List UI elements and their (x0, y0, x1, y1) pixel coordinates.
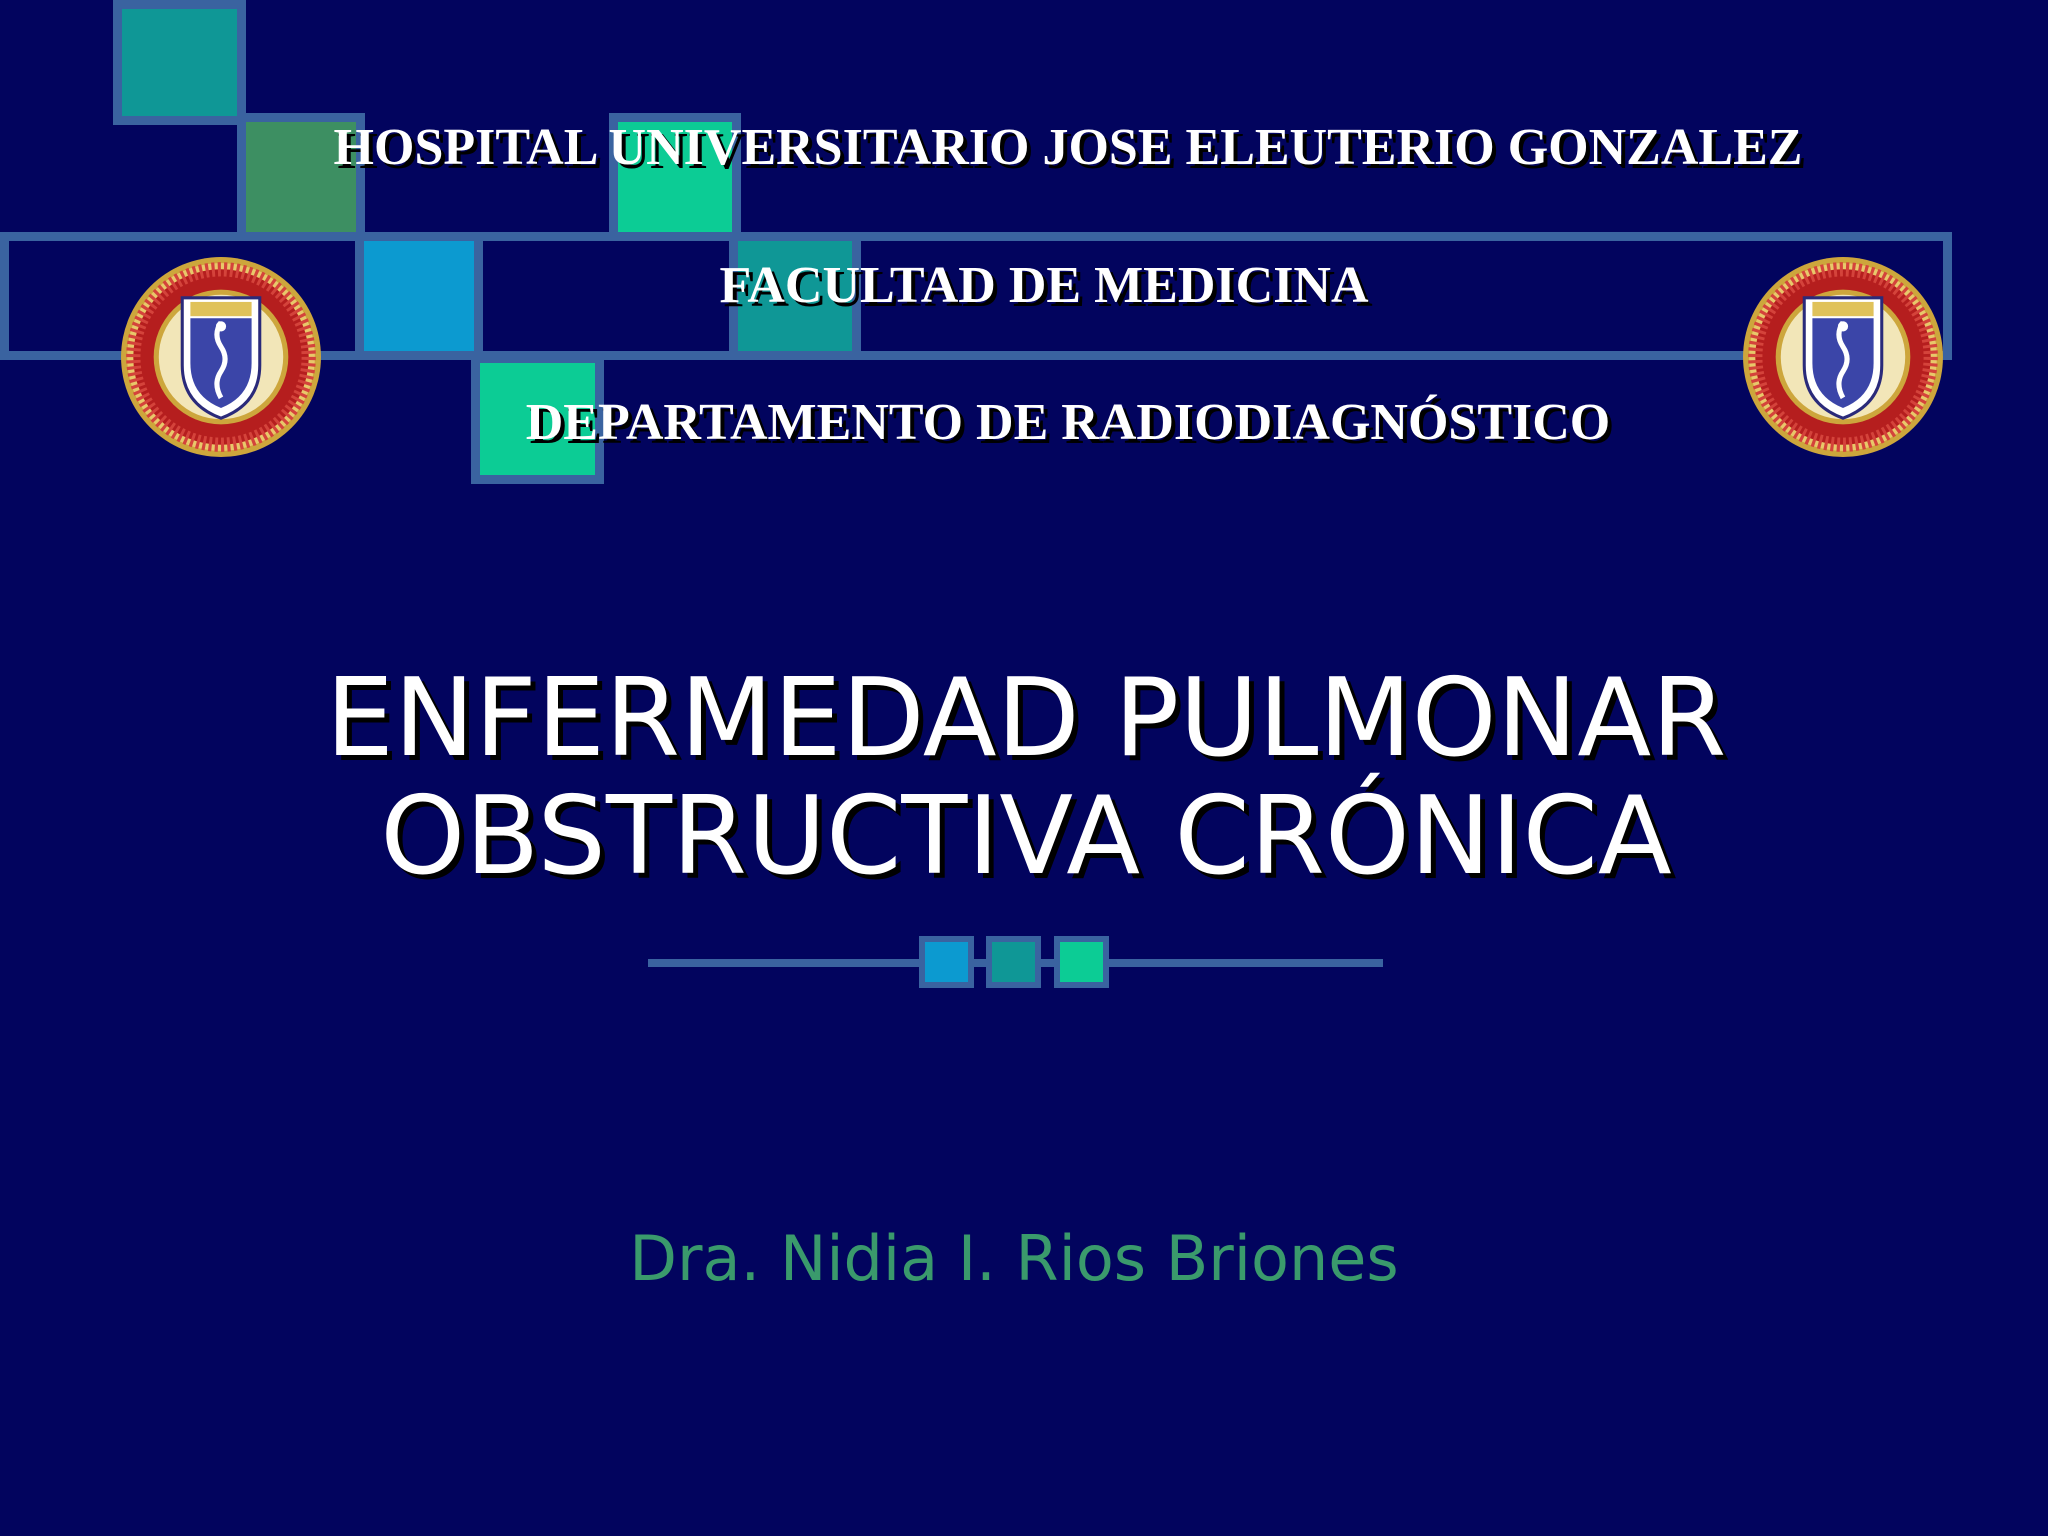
frame-bar-left (0, 232, 9, 360)
decor-square-teal (113, 0, 246, 125)
faculty-name: FACULTAD DE MEDICINA (719, 257, 1369, 314)
divider-square-blue (919, 936, 974, 988)
slide-title-line-2: OBSTRUCTIVA CRÓNICA (380, 774, 1672, 899)
slide-title (2, 656, 2048, 899)
department-name: DEPARTAMENTO DE RADIODIAGNÓSTICO (525, 394, 1611, 451)
slide-title-line-1: ENFERMEDAD PULMONAR (325, 656, 1727, 781)
hospital-name: HOSPITAL UNIVERSITARIO JOSE ELEUTERIO GONZALEZ (333, 119, 1803, 176)
divider-square-teal (986, 936, 1041, 988)
author-name: Dra. Nidia I. Rios Briones (629, 1222, 1399, 1295)
divider-square-aqua (1054, 936, 1109, 988)
